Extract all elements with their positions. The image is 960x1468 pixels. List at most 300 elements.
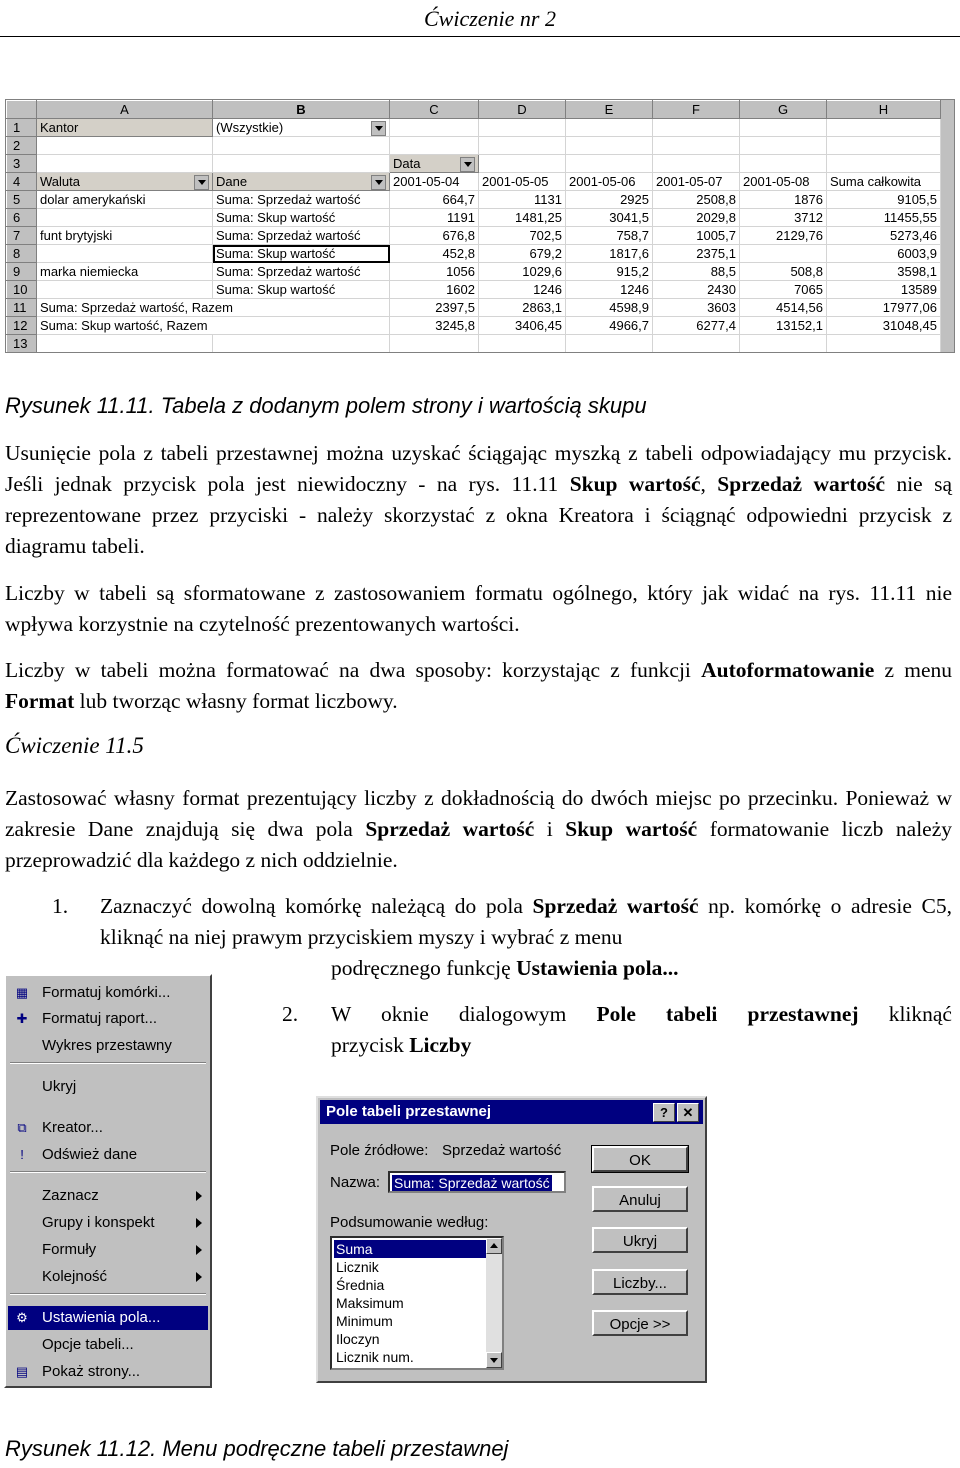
cell-value: 2001-05-05 [482, 174, 549, 189]
table-cell[interactable] [390, 227, 479, 245]
table-cell[interactable] [740, 209, 827, 227]
cell-value: (Wszystkie) [216, 120, 284, 135]
table-cell[interactable] [827, 155, 941, 173]
table-cell[interactable] [740, 119, 827, 137]
cell-value: 2001-05-04 [393, 174, 460, 189]
cell-value: Suma: Skup wartość [216, 246, 336, 261]
cell-value: 3406,45 [515, 318, 562, 333]
menu-item[interactable] [8, 1265, 208, 1289]
table-cell[interactable] [827, 191, 941, 209]
table-cell[interactable] [653, 335, 740, 353]
table-row [7, 155, 941, 173]
menu-item-label: Pokaż strony... [42, 1363, 141, 1380]
table-cell[interactable] [479, 281, 566, 299]
cell-value: 13152,1 [776, 318, 823, 333]
table-cell[interactable] [213, 173, 390, 191]
table-cell[interactable] [566, 209, 653, 227]
table-cell[interactable] [479, 209, 566, 227]
list-item[interactable]: Licznik [336, 1259, 379, 1275]
table-cell[interactable] [37, 299, 390, 317]
table-row [7, 227, 941, 245]
table-cell[interactable] [37, 191, 213, 209]
bold-term: Skup wartość [565, 817, 698, 841]
cell-value: 1191 [447, 210, 475, 225]
table-cell[interactable] [827, 299, 941, 317]
menu-item[interactable] [8, 1007, 208, 1031]
table-row [7, 263, 941, 281]
dialog-titlebar[interactable] [320, 1100, 703, 1124]
table-cell[interactable] [390, 281, 479, 299]
table-cell[interactable] [740, 137, 827, 155]
table-cell[interactable] [479, 245, 566, 263]
cell-value: 679,2 [529, 246, 562, 261]
cell-value: 7065 [794, 282, 823, 297]
table-cell[interactable] [390, 137, 479, 155]
menu-item-label: Ustawienia pola... [42, 1309, 161, 1326]
table-cell[interactable] [213, 191, 390, 209]
table-row [7, 173, 941, 191]
row-header[interactable]: 6 [7, 209, 37, 227]
table-cell[interactable] [390, 209, 479, 227]
menu-item[interactable] [8, 1034, 208, 1058]
table-cell[interactable] [479, 227, 566, 245]
close-button[interactable]: ✕ [677, 1103, 699, 1122]
context-menu [4, 974, 212, 1388]
table-cell[interactable] [479, 263, 566, 281]
row-header[interactable]: 7 [7, 227, 37, 245]
table-cell[interactable] [390, 155, 479, 173]
table-row [7, 335, 941, 353]
column-header[interactable]: A [37, 101, 213, 119]
table-cell[interactable] [37, 317, 390, 335]
table-cell[interactable] [390, 263, 479, 281]
cell-value: 1602 [446, 282, 475, 297]
table-cell[interactable] [390, 245, 479, 263]
bold-term: Autoformatowanie [701, 658, 875, 682]
dropdown-arrow-icon[interactable] [371, 175, 386, 190]
row-header[interactable]: 1 [7, 119, 37, 137]
table-row [7, 209, 941, 227]
paragraph-4 [5, 783, 952, 876]
cell-value: marka niemiecka [40, 264, 139, 279]
source-field-value: Sprzedaż wartość [442, 1142, 562, 1159]
table-cell[interactable] [653, 191, 740, 209]
table-cell[interactable] [37, 173, 213, 191]
text: przycisk [331, 1033, 410, 1057]
menu-item[interactable] [8, 1306, 208, 1330]
cell-value: 2508,8 [696, 192, 736, 207]
dialog-title: Pole tabeli przestawnej [326, 1103, 492, 1120]
cell-value: Data [393, 156, 421, 171]
cell-value: 676,8 [442, 228, 475, 243]
table-cell[interactable] [37, 227, 213, 245]
column-header[interactable]: F [653, 101, 740, 119]
dropdown-arrow-icon[interactable] [194, 175, 209, 190]
menu-item[interactable] [8, 1116, 208, 1140]
scroll-up-button[interactable] [486, 1238, 502, 1254]
table-cell[interactable] [566, 191, 653, 209]
table-cell[interactable] [37, 335, 213, 353]
table-cell[interactable] [37, 281, 213, 299]
cell-value: 2430 [707, 282, 736, 297]
figure-caption-11-11: Rysunek 11.11. Tabela z dodanym polem strony i wartością skupu [5, 393, 647, 418]
hide-button[interactable]: Ukryj [592, 1227, 688, 1253]
table-cell[interactable] [479, 173, 566, 191]
number-button[interactable]: Liczby... [592, 1269, 688, 1295]
table-cell[interactable] [740, 173, 827, 191]
table-cell[interactable] [653, 209, 740, 227]
table-cell[interactable] [740, 299, 827, 317]
table-cell[interactable] [827, 173, 941, 191]
text: , [700, 472, 718, 496]
name-label: Nazwa: [330, 1174, 381, 1191]
table-row [7, 119, 941, 137]
text: lub tworząc własny format liczbowy. [74, 689, 398, 713]
menu-item[interactable] [8, 1238, 208, 1262]
ok-button[interactable]: OK [592, 1146, 688, 1172]
help-button[interactable]: ? [653, 1103, 675, 1122]
table-cell[interactable] [566, 137, 653, 155]
table-cell[interactable] [566, 119, 653, 137]
table-cell[interactable] [740, 281, 827, 299]
table-cell[interactable] [479, 119, 566, 137]
column-header[interactable]: G [740, 101, 827, 119]
table-cell[interactable] [37, 209, 213, 227]
step-1-number: 1. [52, 894, 69, 918]
table-cell[interactable] [827, 335, 941, 353]
cell-value: 4966,7 [609, 318, 649, 333]
menu-item-label: Opcje tabeli... [42, 1336, 134, 1353]
cell-value: Kantor [40, 120, 79, 135]
cell-value: 2001-05-06 [569, 174, 636, 189]
cell-value: 17977,06 [882, 300, 937, 315]
table-cell[interactable] [740, 317, 827, 335]
table-cell[interactable] [827, 209, 941, 227]
cell-value: 6003,9 [897, 246, 937, 261]
submenu-arrow-icon [196, 1218, 202, 1228]
table-cell[interactable] [827, 245, 941, 263]
table-cell[interactable] [653, 263, 740, 281]
paragraph-1 [5, 438, 952, 562]
table-cell[interactable] [479, 299, 566, 317]
table-row [7, 245, 941, 263]
menu-item[interactable] [8, 981, 208, 1005]
table-cell[interactable] [37, 119, 213, 137]
row-header[interactable]: 12 [7, 317, 37, 335]
cell-value: 2001-05-07 [656, 174, 723, 189]
text: Liczby w tabeli można formatować na dwa sposoby: korzystając z funkcji [5, 658, 702, 682]
table-cell[interactable] [653, 299, 740, 317]
table-cell[interactable] [653, 137, 740, 155]
cell-value: 1481,25 [515, 210, 562, 225]
table-cell[interactable] [566, 227, 653, 245]
menu-separator [10, 1062, 206, 1064]
table-cell[interactable] [827, 281, 941, 299]
cell-value: Suma: Sprzedaż wartość [216, 264, 361, 279]
text: podręcznego funkcję [331, 956, 517, 980]
menu-item-label: Kolejność [42, 1268, 108, 1285]
menu-item[interactable] [8, 1143, 208, 1167]
name-input-value: Suma: Sprzedaż wartość [394, 1175, 550, 1191]
bold-term: Format [5, 689, 75, 713]
table-cell[interactable] [827, 137, 941, 155]
table-cell[interactable] [566, 263, 653, 281]
text: kliknąć [858, 1002, 952, 1026]
cell-value: 3598,1 [897, 264, 937, 279]
cell-value: 1817,6 [609, 246, 649, 261]
options-button[interactable]: Opcje >> [592, 1310, 688, 1336]
list-scrollbar[interactable] [486, 1238, 502, 1368]
submenu-arrow-icon [196, 1191, 202, 1201]
name-input[interactable] [388, 1171, 566, 1193]
table-cell[interactable] [213, 281, 390, 299]
cell-value: Suma: Skup wartość [216, 282, 336, 297]
text: np. komórkę o adresie C5, kliknąć na niej prawym przyciskiem myszy i wybrać z menu [100, 894, 952, 949]
column-header[interactable]: H [827, 101, 941, 119]
table-cell[interactable] [213, 227, 390, 245]
menu-item-label: Formuły [42, 1241, 97, 1258]
menu-item[interactable] [8, 1184, 208, 1208]
list-item[interactable]: Maksimum [336, 1295, 404, 1311]
page-header [0, 0, 960, 37]
summary-function-list[interactable] [330, 1236, 504, 1370]
table-cell[interactable] [390, 299, 479, 317]
bold-term: Sprzedaż wartość [717, 472, 886, 496]
table-cell[interactable] [566, 335, 653, 353]
cell-value: 31048,45 [882, 318, 937, 333]
pivot-field-dialog [316, 1096, 707, 1383]
column-header[interactable]: D [479, 101, 566, 119]
list-item[interactable]: Minimum [336, 1313, 393, 1329]
cell-value: Suma: Skup wartość [216, 210, 336, 225]
summarize-label: Podsumowanie według: [330, 1214, 489, 1231]
table-cell[interactable] [653, 245, 740, 263]
cell-value: 1246 [533, 282, 562, 297]
cancel-button[interactable]: Anuluj [592, 1186, 688, 1212]
row-header[interactable]: 5 [7, 191, 37, 209]
table-cell[interactable] [827, 317, 941, 335]
row-header[interactable]: 13 [7, 335, 37, 353]
row-header[interactable]: 2 [7, 137, 37, 155]
submenu-arrow-icon [196, 1272, 202, 1282]
table-cell[interactable] [653, 119, 740, 137]
scroll-down-button[interactable] [486, 1352, 502, 1368]
format-report-icon: ✚ [16, 1011, 28, 1026]
table-cell[interactable] [566, 245, 653, 263]
menu-separator [10, 1293, 206, 1295]
bold-term: Sprzedaż wartość [532, 894, 699, 918]
field-settings-icon: ⚙ [16, 1310, 28, 1325]
cell-value: Suma: Sprzedaż wartość [216, 192, 361, 207]
table-cell[interactable] [740, 227, 827, 245]
show-pages-icon: ▤ [15, 1364, 29, 1379]
bold-term: Ustawienia pola... [516, 956, 679, 980]
cell-value: 2001-05-08 [743, 174, 810, 189]
cell-value: 13589 [900, 282, 937, 297]
table-cell[interactable] [390, 173, 479, 191]
table-cell[interactable] [566, 317, 653, 335]
table-cell[interactable] [213, 335, 390, 353]
menu-item[interactable] [8, 1211, 208, 1235]
row-header[interactable]: 10 [7, 281, 37, 299]
cell-value: 1056 [446, 264, 475, 279]
cell-value: 11455,55 [883, 210, 937, 225]
table-cell[interactable] [213, 263, 390, 281]
menu-item[interactable] [8, 1333, 208, 1357]
cell-value: 1005,7 [696, 228, 736, 243]
table-cell[interactable] [213, 245, 390, 263]
table-cell[interactable] [827, 227, 941, 245]
paragraph-3 [5, 655, 952, 717]
table-row [7, 317, 941, 335]
cell-value: Suma: Sprzedaż wartość [216, 228, 361, 243]
cell-value: 6277,4 [696, 318, 736, 333]
page-title: Ćwiczenie nr 2 [424, 6, 556, 31]
source-field-label: Pole źródłowe: [330, 1142, 429, 1159]
table-cell[interactable] [653, 227, 740, 245]
cell-value: 5273,46 [890, 228, 937, 243]
table-cell[interactable] [827, 263, 941, 281]
list-item[interactable]: Średnia [336, 1277, 385, 1293]
cell-value: Suma całkowita [830, 174, 922, 189]
step-1-continuation [331, 953, 679, 984]
table-cell[interactable] [653, 173, 740, 191]
text: formatowanie liczb należy przeprowadzić dla każdego z nich oddzielnie. [5, 817, 952, 872]
paragraph-2: Liczby w tabeli są sformatowane z zastosowaniem formatu ogólnego, który jak widać na rys. 11.11 nie wpływa korzystnie na czytelność prezentowanych wartości. [5, 581, 952, 636]
table-cell[interactable] [37, 137, 213, 155]
corner-cell[interactable] [7, 101, 37, 119]
cell-value: 3712 [794, 210, 823, 225]
step-2-text [331, 999, 952, 1030]
table-cell[interactable] [740, 245, 827, 263]
cell-value: dolar amerykański [40, 192, 146, 207]
cell-value: 1246 [620, 282, 649, 297]
pivot-table [6, 100, 941, 353]
list-item[interactable]: Iloczyn [336, 1331, 380, 1347]
table-row [7, 191, 941, 209]
bold-term: Pole tabeli przestawnej [596, 1002, 859, 1026]
table-cell[interactable] [479, 155, 566, 173]
row-header[interactable]: 4 [7, 173, 37, 191]
cell-value: 9105,5 [897, 192, 937, 207]
column-header[interactable]: C [390, 101, 479, 119]
menu-item-label: Odśwież dane [42, 1146, 138, 1163]
table-cell[interactable] [740, 263, 827, 281]
table-cell[interactable] [740, 155, 827, 173]
figure-caption-11-12: Rysunek 11.12. Menu podręczne tabeli przestawnej [5, 1436, 509, 1461]
table-cell[interactable] [390, 191, 479, 209]
table-row [7, 299, 941, 317]
menu-item[interactable] [8, 1360, 208, 1384]
table-cell[interactable] [653, 317, 740, 335]
table-cell[interactable] [479, 137, 566, 155]
step-2-continuation [331, 1030, 471, 1061]
table-cell[interactable] [390, 335, 479, 353]
cell-value: 3245,8 [435, 318, 475, 333]
chevron-down-icon [490, 1358, 498, 1363]
cell-value: 758,7 [616, 228, 649, 243]
cell-value: 3603 [707, 300, 736, 315]
cell-value: 664,7 [442, 192, 475, 207]
table-cell[interactable] [37, 245, 213, 263]
table-cell[interactable] [479, 335, 566, 353]
list-item[interactable]: Suma [334, 1240, 486, 1258]
table-cell[interactable] [37, 263, 213, 281]
cell-value: 2863,1 [522, 300, 562, 315]
menu-item-label: Ukryj [42, 1078, 77, 1095]
cell-value: 2129,76 [776, 228, 823, 243]
column-header[interactable]: E [566, 101, 653, 119]
table-cell[interactable] [566, 281, 653, 299]
menu-item-label: Formatuj komórki... [42, 984, 171, 1001]
table-cell[interactable] [390, 317, 479, 335]
cell-value: 1876 [794, 192, 823, 207]
cell-value: 508,8 [790, 264, 823, 279]
table-cell[interactable] [213, 119, 390, 137]
text: i [534, 817, 566, 841]
text: W oknie dialogowym [331, 1002, 597, 1026]
table-cell[interactable] [37, 155, 213, 173]
cell-value: 4598,9 [609, 300, 649, 315]
bold-term: Sprzedaż wartość [365, 817, 535, 841]
column-header-row [7, 101, 941, 119]
table-cell[interactable] [390, 119, 479, 137]
cell-value: Suma: Skup wartość, Razem [40, 318, 208, 333]
table-cell[interactable] [213, 155, 390, 173]
wizard-icon: ⧉ [17, 1120, 27, 1135]
refresh-icon: ! [20, 1147, 24, 1162]
table-cell[interactable] [740, 191, 827, 209]
cell-value: 3041,5 [609, 210, 649, 225]
step-2-number: 2. [282, 1002, 299, 1026]
cell-value: 1029,6 [522, 264, 562, 279]
list-item[interactable]: Licznik num. [336, 1349, 414, 1365]
dropdown-arrow-icon[interactable] [371, 121, 386, 136]
table-cell[interactable] [566, 173, 653, 191]
row-header[interactable]: 11 [7, 299, 37, 317]
bold-term: Liczby [409, 1033, 472, 1057]
step-1-text [100, 891, 952, 953]
table-cell[interactable] [479, 317, 566, 335]
cell-value: funt brytyjski [40, 228, 113, 243]
table-cell[interactable] [566, 155, 653, 173]
table-cell[interactable] [740, 335, 827, 353]
cell-value: 4514,56 [776, 300, 823, 315]
text: Usunięcie pola z tabeli przestawnej można uzyskać ściągając myszką z tabeli odpowiadający mu przycisk. Jeśli jednak przycisk pola jest niewidoczny - na rys. 11.11 [5, 441, 952, 496]
table-cell[interactable] [653, 281, 740, 299]
table-cell[interactable] [213, 209, 390, 227]
table-cell[interactable] [827, 119, 941, 137]
column-header[interactable]: B [213, 101, 390, 119]
menu-item-label: Zaznacz [42, 1187, 99, 1204]
menu-item[interactable] [8, 1075, 208, 1099]
table-cell[interactable] [479, 191, 566, 209]
dropdown-arrow-icon[interactable] [460, 157, 475, 172]
row-header[interactable]: 9 [7, 263, 37, 281]
format-cells-icon: ▦ [15, 985, 29, 1000]
table-cell[interactable] [213, 137, 390, 155]
table-row [7, 137, 941, 155]
row-header[interactable]: 3 [7, 155, 37, 173]
menu-separator [10, 1171, 206, 1173]
text: Zastosować własny format prezentujący liczby z dokładnością do dwóch miejsc po przecinku. Ponieważ w zakresie Dane znajdują się dwa pola [5, 786, 952, 841]
table-cell[interactable] [653, 155, 740, 173]
row-header[interactable]: 8 [7, 245, 37, 263]
table-cell[interactable] [566, 299, 653, 317]
cell-value: Waluta [40, 174, 80, 189]
cell-value: 88,5 [710, 264, 736, 279]
text: Zaznaczyć dowolną komórkę należącą do pola [100, 894, 533, 918]
